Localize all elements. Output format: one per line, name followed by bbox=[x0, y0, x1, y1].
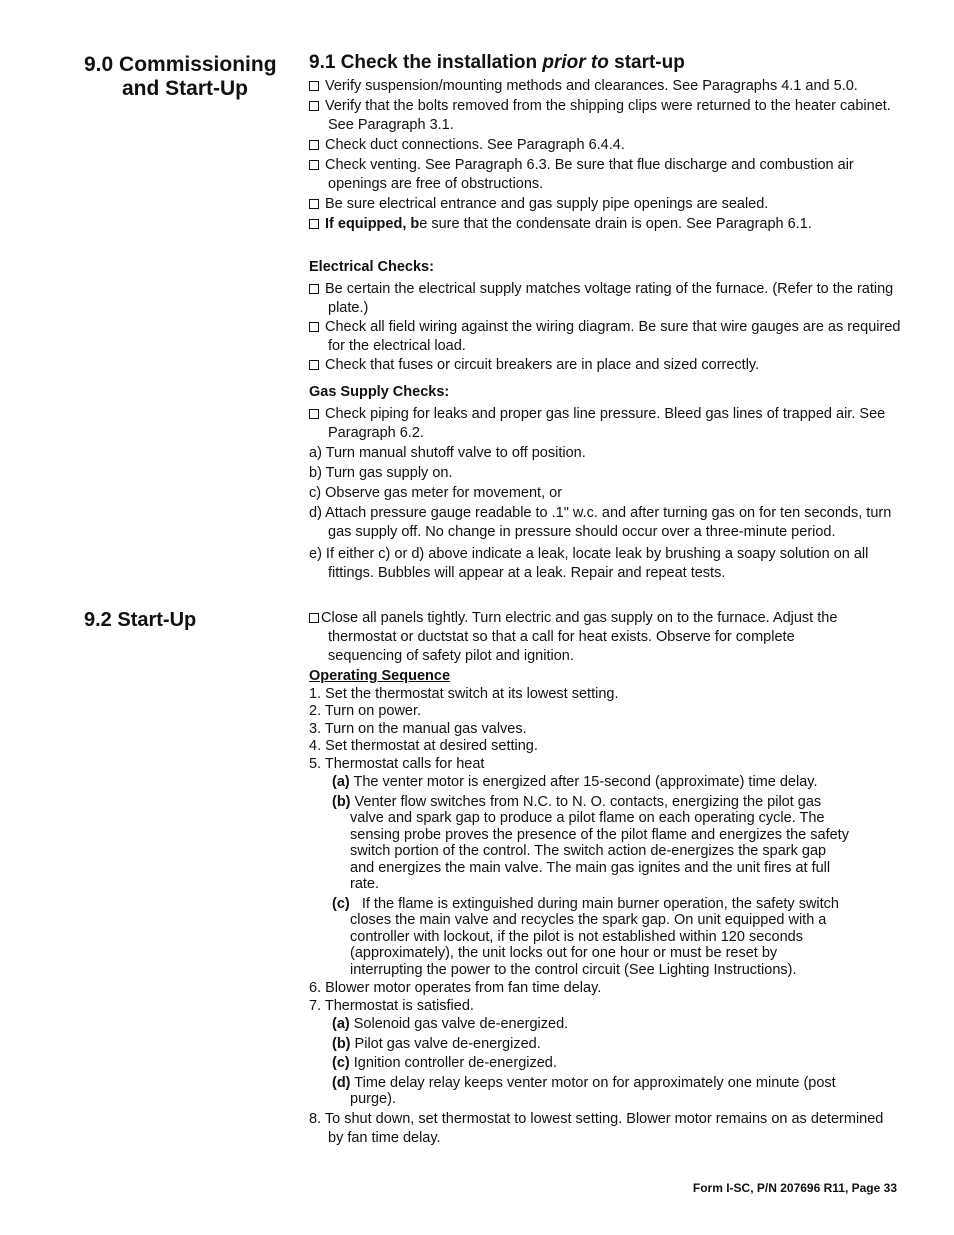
checklist-item: Check duct connections. See Paragraph 6.4.4. bbox=[309, 136, 901, 155]
op-substep: (a) The venter motor is energized after 15-second (approximate) time delay. bbox=[332, 774, 818, 790]
electrical-checklist bbox=[309, 280, 901, 375]
installation-checklist bbox=[309, 77, 901, 234]
checklist-item: Be sure electrical entrance and gas supply pipe openings are sealed. bbox=[309, 195, 901, 214]
gas-step: d) Attach pressure gauge readable to .1" w.c. and after turning gas on for ten seconds, turn gas supply off. No change in pressure should occur over a three-minute period. bbox=[309, 505, 892, 540]
op-step: 7. Thermostat is satisfied. bbox=[309, 997, 474, 1014]
checklist-item: Check that fuses or circuit breakers are in place and sized correctly. bbox=[309, 356, 901, 375]
op-substep: (b) Venter flow switches from N.C. to N. O. contacts, energizing the pilot gas valve and spark gap to produce a pilot flame on each operating cycle. The sensing probe proves the presence of the pilot flame and energizes the safety switch portion of the control. The switch action de-energizes the spark gap and energizes the main valve. The main gas ignites and the unit fires at full rate. bbox=[332, 793, 849, 892]
operating-sequence-title: Operating Sequence bbox=[309, 668, 451, 684]
checkbox-icon bbox=[309, 81, 319, 91]
checklist-item: Check all field wiring against the wiring diagram. Be sure that wire gauges are as required for the electrical load. bbox=[309, 318, 901, 356]
gas-supply-checklist bbox=[309, 405, 903, 583]
checkbox-icon bbox=[309, 322, 319, 332]
gas-supply-checks-title: Gas Supply Checks: bbox=[309, 384, 450, 400]
checklist-item: Check venting. See Paragraph 6.3. Be sure that flue discharge and combustion air openings are free of obstructions. bbox=[309, 156, 901, 194]
op-step: 6. Blower motor operates from fan time delay. bbox=[309, 980, 602, 996]
section-9-title-line2: and Start-Up bbox=[122, 77, 248, 100]
checklist-item: Check piping for leaks and proper gas line pressure. Bleed gas lines of trapped air. See Paragraph 6.2. bbox=[309, 405, 903, 443]
section-9-2-title: 9.2 Start-Up bbox=[84, 609, 197, 631]
gas-step: a) Turn manual shutoff valve to off position. bbox=[309, 445, 586, 461]
checklist-item: Verify suspension/mounting methods and clearances. See Paragraphs 4.1 and 5.0. bbox=[309, 77, 901, 96]
op-step: 5. Thermostat calls for heat bbox=[309, 755, 485, 772]
gas-step: c) Observe gas meter for movement, or bbox=[309, 485, 563, 501]
electrical-checks-title: Electrical Checks: bbox=[309, 259, 434, 275]
op-step: 4. Set thermostat at desired setting. bbox=[309, 738, 538, 754]
section-9-1-title-post: start-up bbox=[608, 52, 685, 73]
checkbox-icon bbox=[309, 140, 319, 150]
op-step: 2. Turn on power. bbox=[309, 703, 422, 719]
checklist-item: Be certain the electrical supply matches voltage rating of the furnace. (Refer to the rating plate.) bbox=[309, 280, 901, 318]
checkbox-icon bbox=[309, 160, 319, 170]
op-substep: (c) Ignition controller de-energized. bbox=[332, 1055, 557, 1071]
checkbox-icon bbox=[309, 101, 319, 111]
gas-step: b) Turn gas supply on. bbox=[309, 465, 453, 481]
section-9-1-title bbox=[309, 52, 909, 74]
section-9-1-title-em: prior to bbox=[542, 52, 609, 73]
section-9-1-title-pre: 9.1 Check the installation bbox=[309, 52, 543, 73]
op-step: 1. Set the thermostat switch at its lowest setting. bbox=[309, 685, 619, 702]
op-substep: (c) If the flame is extinguished during main burner operation, the safety switch closes the main valve and recycles the spark gap. On unit equipped with a controller with lockout, if the pilot is not established within 120 seconds (approximately), the unit locks out for one hour or must be reset by interrupting the power to the control circuit (See Lighting Instructions). bbox=[332, 895, 839, 978]
checkbox-icon bbox=[309, 360, 319, 370]
checkbox-icon bbox=[309, 613, 319, 623]
gas-step: e) If either c) or d) above indicate a leak, locate leak by brushing a soapy solution on all fittings. Bubbles will appear at a leak. Repair and repeat tests. bbox=[309, 546, 869, 581]
checkbox-icon bbox=[309, 284, 319, 294]
operating-sequence bbox=[309, 668, 884, 1148]
checkbox-icon bbox=[309, 199, 319, 209]
page-footer: Form I-SC, P/N 207696 R11, Page 33 bbox=[692, 1181, 897, 1195]
checklist-item: Verify that the bolts removed from the shipping clips were returned to the heater cabinet. See Paragraph 3.1. bbox=[309, 97, 901, 135]
op-substep: (a) Solenoid gas valve de-energized. bbox=[332, 1016, 569, 1032]
checklist-item: If equipped, be sure that the condensate drain is open. See Paragraph 6.1. bbox=[309, 215, 901, 234]
checklist-item: Close all panels tightly. Turn electric and gas supply on to the furnace. Adjust the thermostat or ductstat so that a call for heat exists. Observe for complete sequencing of safety pilot and ignition. bbox=[309, 609, 869, 666]
op-step: 8. To shut down, set thermostat to lowest setting. Blower motor remains on as determined by fan time delay. bbox=[309, 1110, 884, 1146]
op-substep: (b) Pilot gas valve de-energized. bbox=[332, 1035, 541, 1052]
op-substep: (d) Time delay relay keeps venter motor on for approximately one minute (post purge). bbox=[332, 1074, 836, 1107]
startup-intro bbox=[309, 609, 869, 666]
section-9-title-line1: 9.0 Commissioning bbox=[84, 53, 277, 76]
checkbox-icon bbox=[309, 409, 319, 419]
op-step: 3. Turn on the manual gas valves. bbox=[309, 720, 527, 737]
section-9-title bbox=[84, 53, 299, 101]
checkbox-icon bbox=[309, 219, 319, 229]
